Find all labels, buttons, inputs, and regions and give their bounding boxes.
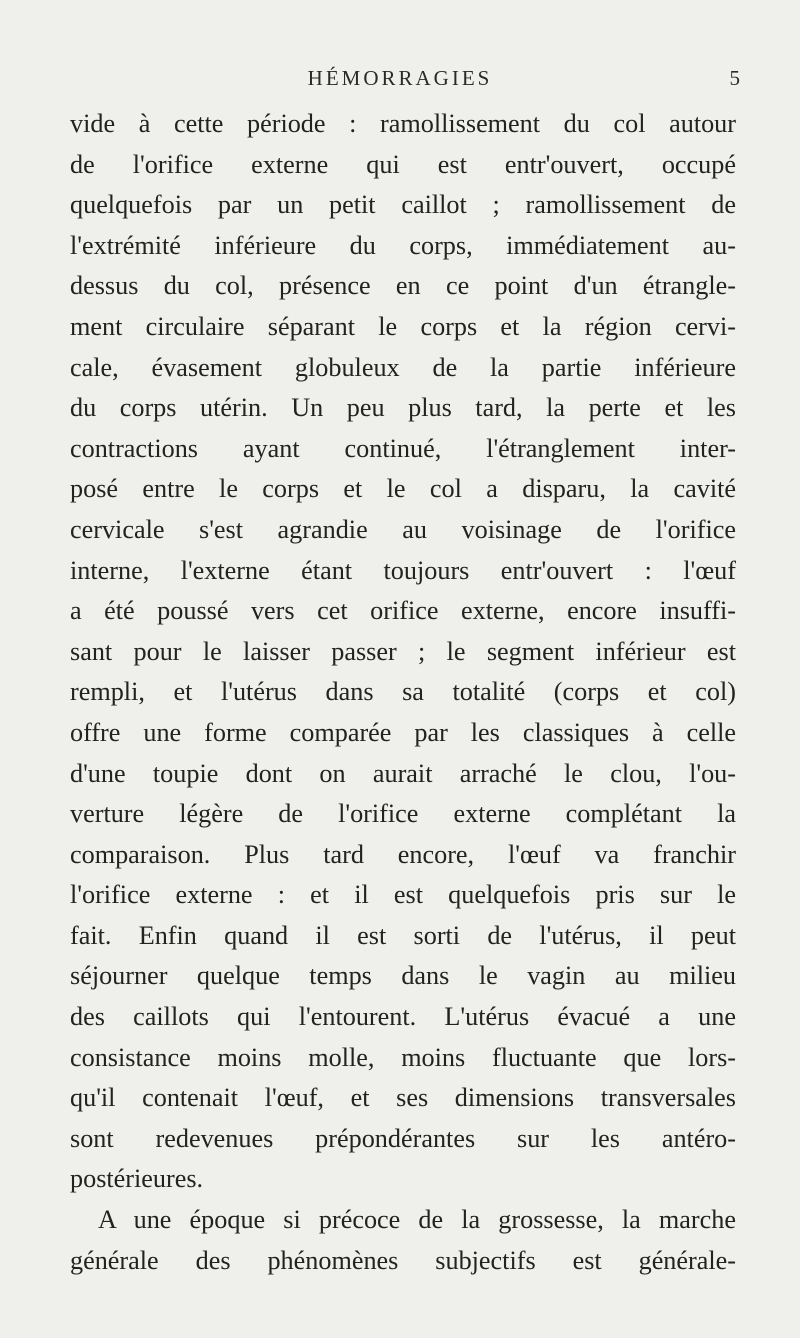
text-line: postérieures. [70, 1164, 204, 1194]
text-line: sont redevenues prépondérantes sur les antéro- [70, 1123, 736, 1153]
text-line: consistance moins molle, moins fluctuante que lors- [70, 1042, 736, 1072]
text-line: des caillots qui l'entourent. L'utérus évacué a une [70, 1002, 736, 1032]
page-number: 5 [729, 66, 740, 90]
text-line: ment circulaire séparant le corps et la région cervi- [70, 311, 736, 341]
text-line: cale, évasement globuleux de la partie inférieure [70, 352, 736, 382]
text-line: contractions ayant continué, l'étranglement inter- [70, 433, 736, 463]
text-line: qu'il contenait l'œuf, et ses dimensions transversales [70, 1083, 736, 1113]
text-line: d'une toupie dont on aurait arraché le clou, l'ou- [70, 758, 736, 788]
body-text [70, 104, 736, 1281]
running-title: HÉMORRAGIES [307, 66, 493, 90]
text-line: posé entre le corps et le col a disparu, la cavité [70, 474, 736, 504]
text-line: l'orifice externe : et il est quelquefois pris sur le [70, 880, 736, 910]
text-line: cervicale s'est agrandie au voisinage de l'orifice [70, 514, 736, 544]
text-line: comparaison. Plus tard encore, l'œuf va franchir [70, 839, 736, 869]
text-line: du corps utérin. Un peu plus tard, la perte et les [70, 393, 736, 423]
text-line: sant pour le laisser passer ; le segment inférieur est [70, 636, 736, 666]
text-line: dessus du col, présence en ce point d'un étrangle- [70, 271, 736, 301]
text-line: verture légère de l'orifice externe complétant la [70, 799, 736, 829]
text-line: a été poussé vers cet orifice externe, encore insuffi- [70, 596, 736, 626]
text-line: de l'orifice externe qui est entr'ouvert, occupé [70, 149, 736, 179]
text-line: interne, l'externe étant toujours entr'ouvert : l'œuf [70, 555, 736, 585]
text-line: quelquefois par un petit caillot ; ramollissement de [70, 190, 736, 220]
text-line: offre une forme comparée par les classiques à celle [70, 717, 736, 747]
text-line: séjourner quelque temps dans le vagin au milieu [70, 961, 736, 991]
text-line: rempli, et l'utérus dans sa totalité (corps et col) [70, 677, 736, 707]
text-line: A une époque si précoce de la grossesse, la marche [98, 1205, 736, 1235]
running-head [0, 66, 800, 96]
text-line: vide à cette période : ramollissement du col autour [70, 109, 736, 138]
text-line: fait. Enfin quand il est sorti de l'utérus, il peut [70, 920, 736, 950]
text-line: l'extrémité inférieure du corps, immédiatement au- [70, 230, 736, 260]
text-line: générale des phénomènes subjectifs est générale- [70, 1245, 736, 1275]
